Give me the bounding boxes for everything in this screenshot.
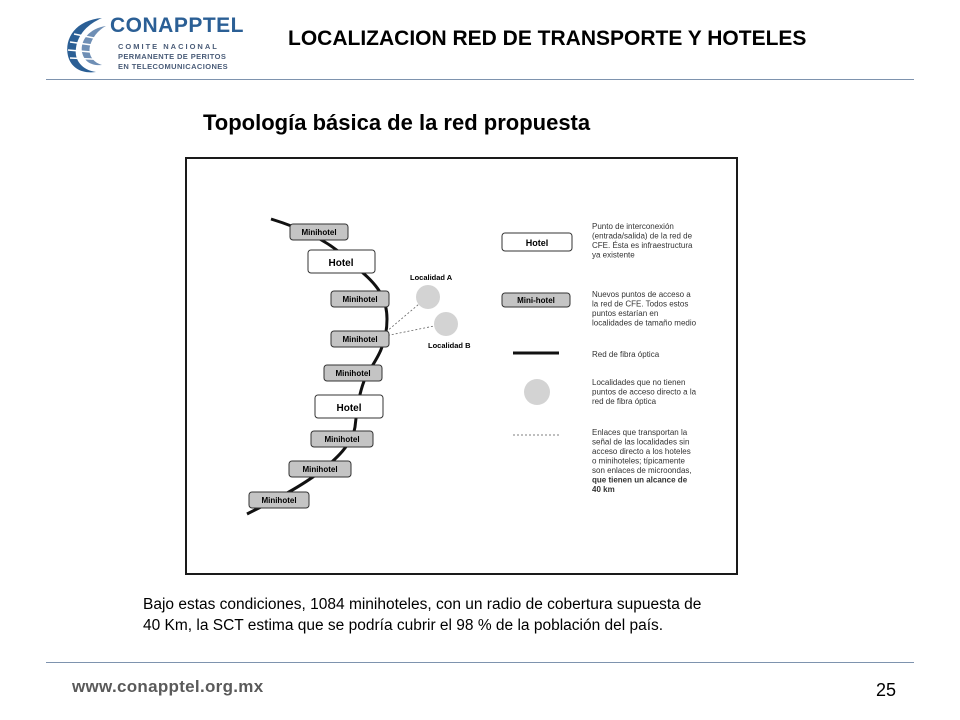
node-minihotel-5	[311, 431, 373, 447]
logo-line-3: EN TELECOMUNICACIONES	[118, 62, 229, 71]
node-minihotel-3	[331, 331, 389, 347]
legend-item-microwave-link	[513, 428, 694, 494]
legend-item-hotel	[502, 222, 695, 260]
footer-divider	[46, 662, 914, 663]
legend-item-locality	[524, 378, 698, 406]
locality-b-label: Localidad B	[428, 341, 471, 350]
locality-a-circle	[416, 285, 440, 309]
legend	[502, 222, 698, 494]
footer-url: www.conapptel.org.mx	[72, 677, 264, 696]
legend-text: ya existente	[592, 250, 635, 260]
topology-svg	[187, 159, 736, 573]
svg-text:Localidades que no tienen	[592, 378, 698, 406]
caption	[143, 594, 823, 636]
svg-text:Red de fibra óptica	[592, 350, 660, 359]
legend-text: o minihoteles; típicamente	[592, 456, 685, 466]
legend-item-minihotel	[502, 290, 697, 328]
node-hotel-2	[315, 395, 383, 418]
locality-b-circle	[434, 312, 458, 336]
node-minihotel-4	[324, 365, 382, 381]
conapptel-logo	[62, 12, 272, 78]
node-hotel-1	[308, 250, 375, 273]
node-minihotel-2	[331, 291, 389, 307]
slide-subtitle: Topología básica de la red propuesta	[203, 110, 591, 135]
legend-text-bold: que tienen un alcance de	[592, 475, 688, 485]
network-topology-diagram	[185, 157, 738, 575]
node-minihotel-7	[249, 492, 309, 508]
legend-text: puntos estarían en	[592, 309, 659, 318]
svg-text:Nuevos puntos de acceso a	[592, 290, 697, 328]
node-label: Hotel	[328, 258, 354, 269]
node-minihotel-1	[290, 224, 348, 240]
legend-text: Red de fibra óptica	[592, 350, 660, 359]
legend-text: (entrada/salida) de la red de	[592, 231, 693, 241]
legend-text: puntos de acceso directo a la	[592, 387, 697, 397]
node-label: Minihotel	[301, 228, 337, 237]
legend-text: son enlaces de microondas,	[592, 466, 692, 475]
caption-line-2: 40 Km, la SCT estima que se podría cubrir el 98 % de la población del país.	[143, 617, 664, 634]
page-number: 25	[876, 680, 897, 700]
node-label: Minihotel	[324, 435, 360, 444]
node-minihotel-6	[289, 461, 351, 477]
legend-text: localidades de tamaño medio	[592, 318, 697, 328]
caption-line-1: Bajo estas condiciones, 1084 minihoteles, con un radio de cobertura supuesta de	[143, 596, 702, 613]
legend-symbol-label: Hotel	[525, 238, 549, 248]
node-label: Minihotel	[302, 465, 338, 474]
legend-text-bold: 40 km	[592, 485, 615, 494]
node-label: Hotel	[336, 403, 362, 414]
legend-text: Punto de interconexión	[592, 222, 674, 231]
legend-text: la red de CFE. Todos estos	[592, 299, 689, 309]
legend-text: red de fibra óptica	[592, 397, 657, 406]
legend-text: señal de las localidades sin	[592, 437, 690, 447]
legend-text: Nuevos puntos de acceso a	[592, 290, 691, 299]
node-label: Minihotel	[342, 295, 378, 304]
legend-text: Enlaces que transportan la	[592, 428, 688, 437]
logo-name: CONAPPTEL	[110, 14, 245, 37]
legend-text: CFE. Ésta es infraestructura	[592, 241, 693, 250]
node-label: Minihotel	[335, 369, 371, 378]
node-label: Minihotel	[261, 496, 297, 505]
legend-item-fiber	[513, 350, 660, 359]
logo-line-1: COMITE NACIONAL	[118, 42, 219, 51]
node-label: Minihotel	[342, 335, 378, 344]
locality-a-label: Localidad A	[410, 273, 453, 282]
logo-line-2: PERMANENTE DE PERITOS	[118, 52, 227, 61]
legend-text: Localidades que no tienen	[592, 378, 686, 387]
svg-text:Punto de interconexión	[592, 222, 695, 260]
slide-title: LOCALIZACION RED DE TRANSPORTE Y HOTELES	[288, 27, 807, 50]
svg-text:Enlaces que transportan la	[592, 428, 694, 494]
header-divider	[46, 79, 914, 80]
legend-symbol-label: Mini-hotel	[517, 296, 555, 305]
legend-text: acceso directo a los hoteles	[592, 447, 691, 456]
